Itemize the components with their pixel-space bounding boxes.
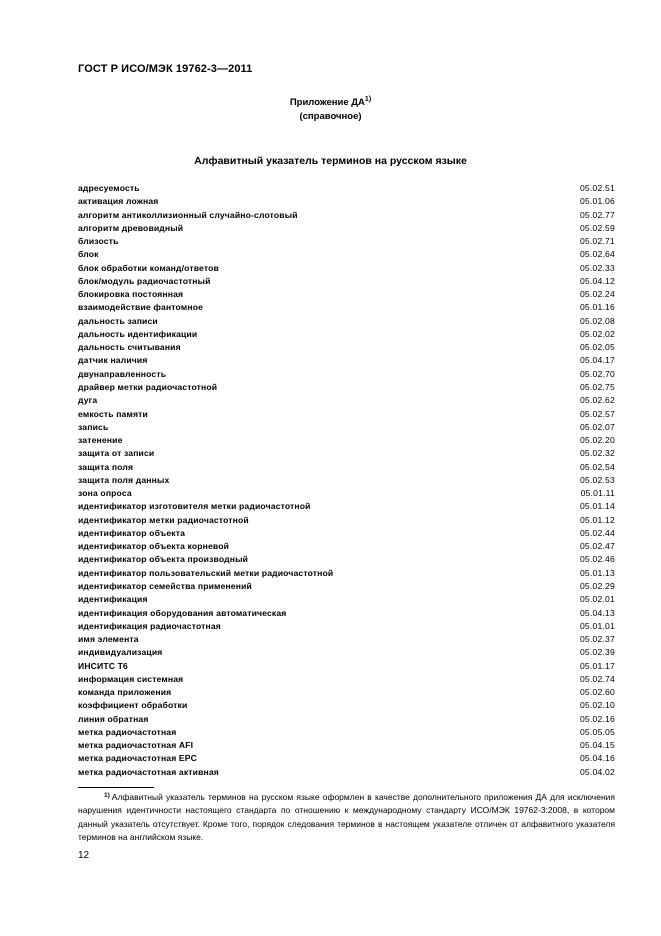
term-code: 05.01.01 <box>579 620 615 631</box>
term-row <box>78 275 615 288</box>
term-code: 05.02.29 <box>579 580 615 591</box>
term-row <box>78 699 615 712</box>
term-row <box>78 301 615 314</box>
term-label: идентификатор объекта <box>78 527 185 538</box>
term-label: метка радиочастотная AFI <box>78 740 194 751</box>
term-code: 05.02.37 <box>579 634 615 645</box>
term-row <box>78 195 615 208</box>
term-code: 05.02.24 <box>579 289 615 300</box>
term-label: команда приложения <box>78 687 172 698</box>
term-code: 05.04.16 <box>579 753 615 764</box>
term-code: 05.01.13 <box>579 567 615 578</box>
term-code: 05.02.53 <box>579 474 615 485</box>
document-header: ГОСТ Р ИСО/МЭК 19762-3—2011 <box>78 63 253 75</box>
term-code: 05.02.74 <box>579 673 615 684</box>
term-label: ИНСИТС Т6 <box>78 660 128 671</box>
term-code: 05.01.14 <box>579 501 615 512</box>
term-label: метка радиочастотная активная <box>78 766 219 777</box>
term-row <box>78 514 615 527</box>
term-label: метка радиочастотная <box>78 726 177 737</box>
term-label: информация системная <box>78 673 184 684</box>
term-label: блокировка постоянная <box>78 289 184 300</box>
term-row <box>78 766 615 779</box>
term-label: коэффициент обработки <box>78 700 188 711</box>
term-label: датчик наличия <box>78 355 148 366</box>
term-code: 05.02.62 <box>579 395 615 406</box>
term-row <box>78 474 615 487</box>
term-label: адресуемость <box>78 183 140 193</box>
term-label: дальность считывания <box>78 342 181 353</box>
terms-list <box>78 182 615 779</box>
term-code: 05.02.75 <box>579 381 615 392</box>
term-code: 05.02.05 <box>579 342 615 353</box>
term-code: 05.02.54 <box>579 461 615 472</box>
term-row <box>78 222 615 235</box>
term-code: 05.02.16 <box>579 713 615 724</box>
term-code: 05.01.11 <box>580 488 615 499</box>
term-label: близость <box>78 236 119 247</box>
term-label: емкость памяти <box>78 408 148 419</box>
term-row <box>78 553 615 566</box>
term-row <box>78 182 615 195</box>
footnote-text: Алфавитный указатель терминов на русском языке оформлен в качестве дополнительного приложения ДА для исключения нарушения идентичности настоящего стандарта по отношению к международному стандарту ИСО/МЭК 19762-3:2008, в котором данный указатель отсутствует. Кроме того, порядок следования терминов в настоящем указателе отличен от алфавитного указателя терминов на английском языке. <box>78 792 615 843</box>
term-label: линия обратная <box>78 713 149 724</box>
term-code: 05.02.47 <box>579 541 615 552</box>
term-row <box>78 646 615 659</box>
term-row <box>78 368 615 381</box>
term-row <box>78 262 615 275</box>
term-code: 05.01.12 <box>579 514 615 525</box>
term-code: 05.02.10 <box>579 700 615 711</box>
term-row <box>78 752 615 765</box>
term-row <box>78 381 615 394</box>
term-row <box>78 354 615 367</box>
term-row <box>78 713 615 726</box>
term-code: 05.05.05 <box>579 726 615 737</box>
term-code: 05.04.13 <box>579 607 615 618</box>
footnote-divider <box>78 787 154 788</box>
term-label: идентификатор объекта производный <box>78 554 248 565</box>
term-label: драйвер метки радиочастотной <box>78 381 218 392</box>
term-label: идентификация <box>78 594 148 605</box>
term-row <box>78 726 615 739</box>
term-row <box>78 686 615 699</box>
term-row <box>78 328 615 341</box>
term-label: защита от записи <box>78 448 155 459</box>
term-label: зона опроса <box>78 488 132 499</box>
term-code: 05.04.15 <box>579 740 615 751</box>
term-label: идентификатор пользовательский метки радиочастотной <box>78 567 334 578</box>
term-row <box>78 593 615 606</box>
term-row <box>78 527 615 540</box>
term-label: защита поля <box>78 461 134 472</box>
term-row <box>78 633 615 646</box>
term-code: 05.02.77 <box>579 209 615 220</box>
footnote-mark: 1) <box>104 792 110 799</box>
term-label: идентификация радиочастотная <box>78 620 221 631</box>
term-code: 05.02.57 <box>579 408 615 419</box>
term-label: индивидуализация <box>78 647 163 658</box>
term-row <box>78 580 615 593</box>
term-code: 05.02.59 <box>579 222 615 233</box>
term-label: запись <box>78 421 109 432</box>
term-code: 05.02.39 <box>579 647 615 658</box>
term-row <box>78 408 615 421</box>
term-code: 05.02.51 <box>579 183 615 193</box>
term-label: алгоритм антиколлизионный случайно-слотовый <box>78 209 298 220</box>
term-row <box>78 567 615 580</box>
term-row <box>78 421 615 434</box>
term-code: 05.02.60 <box>579 687 615 698</box>
term-row <box>78 673 615 686</box>
term-code: 05.04.12 <box>579 275 615 286</box>
term-code: 05.02.64 <box>579 249 615 260</box>
term-code: 05.02.01 <box>579 594 615 605</box>
term-label: защита поля данных <box>78 474 170 485</box>
term-code: 05.04.02 <box>579 766 615 777</box>
index-title: Алфавитный указатель терминов на русском языке <box>194 155 467 167</box>
footnote <box>78 789 615 845</box>
term-code: 05.02.46 <box>579 554 615 565</box>
term-label: дуга <box>78 395 98 406</box>
term-row <box>78 620 615 633</box>
term-code: 05.01.16 <box>579 302 615 313</box>
term-label: дальность идентификации <box>78 328 198 339</box>
appendix-title: Приложение ДА <box>289 97 365 108</box>
term-code: 05.02.33 <box>579 262 615 273</box>
appendix-note: (справочное) <box>299 111 362 122</box>
term-code: 05.02.20 <box>579 435 615 446</box>
term-row <box>78 540 615 553</box>
term-label: блок/модуль радиочастотный <box>78 275 211 286</box>
term-code: 05.02.07 <box>579 421 615 432</box>
term-row <box>78 315 615 328</box>
term-label: затенение <box>78 435 123 446</box>
term-row <box>78 739 615 752</box>
term-row <box>78 660 615 673</box>
term-row <box>78 394 615 407</box>
term-row <box>78 461 615 474</box>
term-label: имя элемента <box>78 634 139 645</box>
term-label: идентификатор изготовителя метки радиочастотной <box>78 501 311 512</box>
term-code: 05.02.32 <box>579 448 615 459</box>
term-label: блок <box>78 249 99 260</box>
term-row <box>78 447 615 460</box>
term-code: 05.02.02 <box>579 328 615 339</box>
term-label: взаимодействие фантомное <box>78 302 204 313</box>
term-row <box>78 341 615 354</box>
term-row <box>78 607 615 620</box>
term-label: идентификатор объекта корневой <box>78 541 230 552</box>
term-code: 05.02.71 <box>579 236 615 247</box>
term-code: 05.01.17 <box>579 660 615 671</box>
term-row <box>78 235 615 248</box>
page-number: 12 <box>78 850 90 861</box>
term-code: 05.01.06 <box>579 196 615 207</box>
term-label: метка радиочастотная EPC <box>78 753 198 764</box>
term-label: двунаправленность <box>78 368 167 379</box>
term-row <box>78 434 615 447</box>
term-label: дальность записи <box>78 315 158 326</box>
term-code: 05.02.44 <box>579 527 615 538</box>
appendix-heading <box>0 93 661 124</box>
term-row <box>78 248 615 261</box>
appendix-footnote-mark: 1) <box>364 96 372 103</box>
term-label: идентификация оборудования автоматическая <box>78 607 287 618</box>
term-label: идентификатор семейства применений <box>78 580 252 591</box>
term-row <box>78 500 615 513</box>
term-code: 05.04.17 <box>579 355 615 366</box>
term-label: блок обработки команд/ответов <box>78 262 219 273</box>
term-row <box>78 288 615 301</box>
term-label: идентификатор метки радиочастотной <box>78 514 249 525</box>
term-code: 05.02.70 <box>579 368 615 379</box>
term-row <box>78 487 615 500</box>
term-row <box>78 209 615 222</box>
term-label: алгоритм древовидный <box>78 222 184 233</box>
term-code: 05.02.08 <box>579 315 615 326</box>
term-label: активация ложная <box>78 196 159 207</box>
